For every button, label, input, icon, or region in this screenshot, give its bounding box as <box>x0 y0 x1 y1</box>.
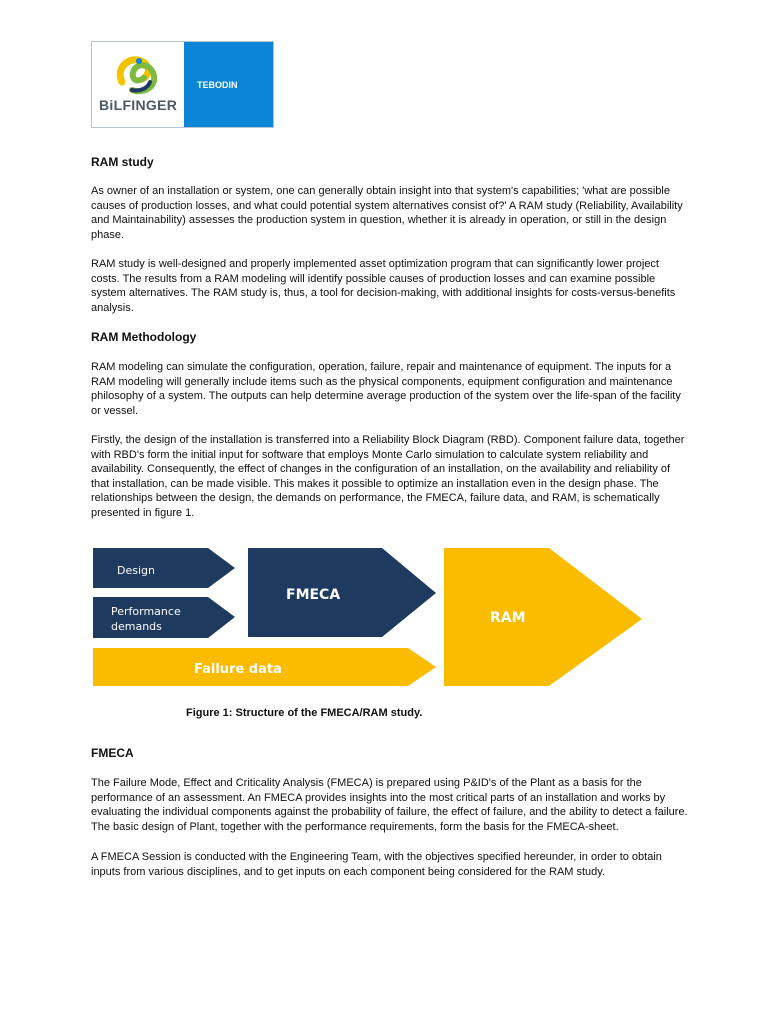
text-line: with RBD's form the initial input for software that employs Monte Carlo simulation to calculate system reliability and <box>91 448 649 461</box>
logo-brand-name: BiLFINGER <box>99 97 178 113</box>
text-line: The Failure Mode, Effect and Criticality Analysis (FMECA) is prepared using P&ID's of the Plant as a basis for the <box>91 777 642 789</box>
ram-label: RAM <box>490 610 526 626</box>
text-line: causes of production losses, and what could potential system alternatives consist of?' A RAM study (Reliability, Availability <box>91 199 683 212</box>
text-line: analysis. <box>91 301 134 314</box>
text-line: relationships between the design, the demands on performance, the FMECA, failure data, and RAM, is schematically <box>91 492 660 504</box>
text-line: A FMECA Session is conducted with the Engineering Team, with the objectives specified hereunder, in order to obtain <box>91 851 662 863</box>
ram-arrow <box>444 548 642 686</box>
paragraph-ram-study-2 <box>91 257 723 315</box>
company-logo <box>91 41 274 128</box>
text-line: performance of an assessment. An FMECA provides insights into the most critical parts of an installation and works by <box>91 791 666 804</box>
text-line: availability. Consequently, the effect of changes in the configuration of an installation, on the availability and reliability of <box>91 463 671 475</box>
failure-data-label: Failure data <box>194 662 282 677</box>
paragraph-fmeca-1 <box>91 776 723 834</box>
text-line: system alternatives. The RAM study is, thus, a tool for decision-making, with additional insights for costs-versus-benefits <box>91 287 676 299</box>
heading-ram-methodology: RAM Methodology <box>91 330 197 344</box>
paragraph-ram-study-1 <box>91 184 723 242</box>
paragraph-ram-methodology-2 <box>91 433 723 520</box>
fmeca-arrow <box>248 548 436 637</box>
performance-demands-label-line1: Performance <box>111 605 181 618</box>
design-label: Design <box>117 564 155 577</box>
text-line: As owner of an installation or system, one can generally obtain insight into that system's capabilities; 'what are possible <box>91 185 670 197</box>
text-line: phase. <box>91 228 125 241</box>
text-line: RAM study is well-designed and properly implemented asset optimization program that can significantly lower project <box>91 258 659 270</box>
paragraph-ram-methodology-1 <box>91 360 723 418</box>
heading-fmeca: FMECA <box>91 746 134 760</box>
figure-caption: Figure 1: Structure of the FMECA/RAM study. <box>186 707 423 719</box>
text-line: RAM modeling will generally include items such as the physical components, equipment configuration and maintenance <box>91 375 673 388</box>
text-line: costs. The results from a RAM modeling will identify possible causes of production losses and can examine possible <box>91 272 656 285</box>
text-line: inputs from various disciplines, and to get inputs on each component being considered for the RAM study. <box>91 865 606 878</box>
text-line: Firstly, the design of the installation is transferred into a Reliability Block Diagram (RBD). Component failure data, together <box>91 434 685 446</box>
text-line: or vessel. <box>91 404 139 417</box>
text-line: that installation, can be made visible. This makes it possible to optimize an installation even in the design phase. The <box>91 477 659 490</box>
fmeca-label: FMECA <box>286 587 341 603</box>
logo-division-name: TEBODIN <box>197 80 238 90</box>
heading-ram-study: RAM study <box>91 155 154 169</box>
text-line: RAM modeling can simulate the configuration, operation, failure, repair and maintenance of equipment. The inputs for a <box>91 361 672 373</box>
paragraph-fmeca-2 <box>91 850 723 879</box>
text-line: presented in figure 1. <box>91 506 195 519</box>
text-line: evaluating the individual components against the probability of failure, the effect of failure, and the ability to detect a failure. <box>91 806 688 818</box>
logo-blue-panel <box>184 42 273 127</box>
bilfinger-emblem-icon <box>112 52 164 98</box>
text-line: and Maintainability) assesses the production system in question, whether it is already in operation, or still in the design <box>91 214 667 226</box>
text-line: philosophy of a system. The outputs can help determine average production of the system over the life-span of the facility <box>91 390 681 402</box>
text-line: The basic design of Plant, together with the performance requirements, form the basis for the FMECA-sheet. <box>91 820 619 833</box>
logo-white-panel <box>92 42 184 127</box>
design-arrow <box>93 548 235 588</box>
fmeca-ram-diagram <box>91 545 651 690</box>
performance-demands-label-line2: demands <box>111 620 162 633</box>
